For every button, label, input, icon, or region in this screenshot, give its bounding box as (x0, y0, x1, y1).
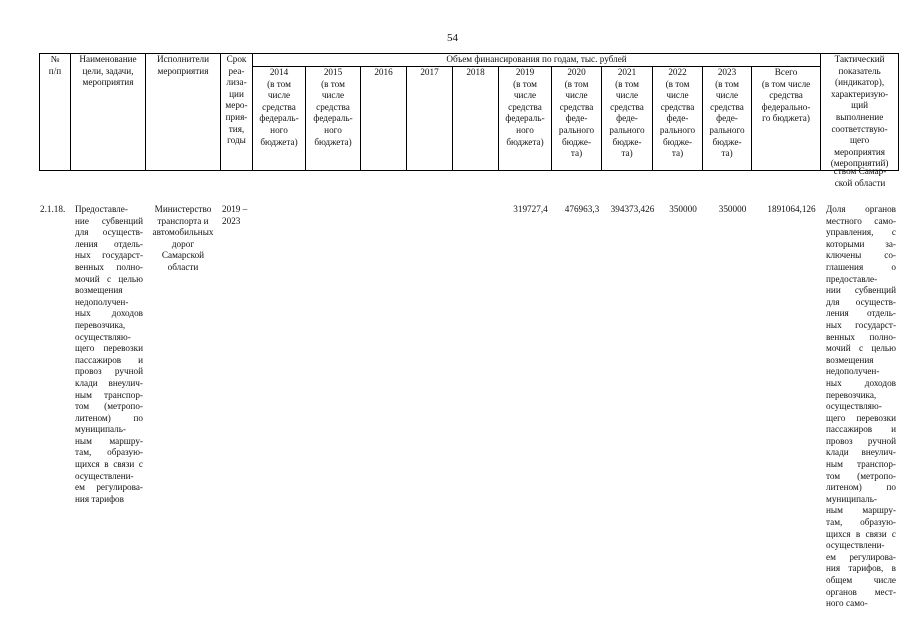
text-line: мочий с целью (75, 273, 143, 284)
header-year-2019 (499, 67, 552, 171)
text-line: недополучен- (826, 366, 880, 377)
year-note-line: та) (570, 148, 583, 159)
text-line: ством Самар- (833, 166, 887, 176)
text-line: ской области (834, 177, 886, 188)
text-line: средства (769, 90, 803, 101)
year-note-line: ного (516, 125, 534, 136)
text-line: Тактический (834, 54, 885, 64)
text-line: ным транспор- (75, 389, 143, 400)
text-line: ления отдель- (826, 308, 896, 319)
text-line: там, образую- (826, 517, 896, 528)
text-line: пассажиров и (75, 354, 143, 365)
year-note-line: феде- (716, 113, 738, 124)
year-label: 2020 (567, 67, 586, 78)
text-line: Всего (774, 67, 798, 78)
year-note-line: бюдже- (662, 136, 693, 147)
text-line: характеризую- (831, 88, 889, 99)
text-line: меро- (225, 100, 248, 111)
text-line: (индикатор), (835, 77, 885, 88)
value-2023: 350000 (718, 204, 747, 214)
text-line: ных доходов (826, 377, 896, 388)
year-note-line: средства (262, 101, 296, 112)
text-line: том (метропо- (75, 401, 143, 412)
year-note-line: числе (513, 90, 537, 101)
year-note-line: та) (621, 148, 633, 159)
text-line: ции (229, 88, 244, 99)
text-line: цели, задачи, (82, 65, 134, 76)
text-line: клади внеулич- (75, 377, 143, 388)
text-line: Наименование (79, 54, 137, 64)
year-label: 2022 (668, 67, 687, 78)
year-note-line: рального (659, 125, 696, 136)
text-line: муниципаль- (826, 493, 877, 504)
header-year-2020 (552, 67, 602, 171)
text-line: тия, (228, 123, 245, 134)
text-line: местного само- (826, 215, 896, 226)
value-2019: 319727,4 (513, 204, 548, 214)
text-line: предоставле- (826, 273, 878, 284)
text-line: ние субвенций (75, 215, 143, 226)
year-note-line: (в том (665, 78, 690, 89)
text-line: годы (227, 135, 246, 146)
text-line: щихся в связи с (826, 528, 896, 539)
text-line: выполнение (835, 111, 884, 122)
year-note-line: (в том (715, 78, 739, 89)
text-line: для осуществ- (826, 296, 896, 307)
text-line: мероприятия (157, 65, 209, 76)
text-line: Доля органов (826, 204, 896, 214)
year-note-line: рального (609, 125, 645, 136)
year-note-line: бюдже- (561, 136, 592, 147)
year-note-line: числе (321, 90, 345, 101)
year-note-line: средства (660, 101, 695, 112)
header-funding-title: Объем финансирования по годам, тыс. рублей (253, 54, 821, 67)
year-note-line: феде- (666, 113, 689, 124)
text-line: которыми за- (826, 238, 896, 249)
text-line: ным маршру- (75, 435, 143, 446)
text-line: ления отдель- (75, 238, 143, 249)
header-executors (146, 54, 221, 171)
text-line: ния тарифов (75, 493, 124, 504)
text-line: Срок (226, 54, 247, 64)
text-line: лиза- (226, 77, 247, 88)
text-line: литеном) по (826, 482, 896, 493)
year-note-line: бюджета) (314, 136, 352, 147)
year-note-line: средства (508, 101, 542, 112)
year-note-line: числе (715, 90, 739, 101)
text-line: осуществляю- (826, 401, 882, 412)
year-note-line: федераль- (313, 113, 353, 124)
year-note-line: числе (267, 90, 291, 101)
year-note-line: (в том (513, 78, 537, 89)
indicator-continuation (824, 166, 896, 189)
text-line: Исполнители (156, 54, 210, 64)
text-line: мероприятия (82, 77, 134, 88)
text-line: дорог (171, 238, 195, 249)
text-line: муниципаль- (75, 424, 126, 435)
text-line: Самарской (161, 250, 205, 261)
value-2022: 350000 (669, 204, 697, 214)
text-line: перевозчика, (75, 319, 126, 330)
year-note-line: (в том (267, 78, 291, 89)
year-note-line: средства (559, 101, 594, 112)
year-note-line: ного (324, 125, 342, 136)
year-note-line: ного (270, 125, 288, 136)
year-note-line: средства (610, 101, 644, 112)
row-number: 2.1.18. (40, 204, 66, 214)
value-2020: 476963,3 (564, 204, 600, 214)
text-line: недополучен- (75, 296, 129, 307)
text-line: ем регулирова- (826, 551, 896, 562)
text-line: возмещения (826, 354, 874, 365)
text-line: для осуществ- (75, 227, 143, 238)
year-note-line: бюдже- (612, 136, 642, 147)
header-year-2023 (703, 67, 752, 171)
year-label: 2017 (420, 67, 439, 78)
text-line: транспорта и (157, 215, 209, 226)
text-line: глашения о (826, 261, 896, 272)
header-year-2014 (253, 67, 306, 171)
year-note-line: средства (710, 101, 744, 112)
text-line: автомобильных (152, 227, 214, 238)
text-line: щего перевозки (75, 343, 143, 354)
text-line: ных доходов (75, 308, 143, 319)
year-note-line: федераль- (259, 113, 299, 124)
year-note-line: числе (666, 90, 689, 101)
text-line: нии субвенций (826, 285, 896, 296)
year-label: 2014 (269, 67, 289, 78)
text-line: 2023 (222, 215, 241, 226)
text-line: ного само- (826, 598, 868, 609)
text-line: соответствую- (831, 123, 888, 134)
row-indicator (826, 204, 896, 610)
text-line: Предоставле- (75, 204, 128, 214)
header-term (221, 54, 253, 171)
text-line: ным транспор- (826, 459, 896, 470)
header-year-2018 (453, 67, 499, 171)
text-line: осуществляю- (75, 331, 131, 342)
text-line: мочий с целью (826, 343, 896, 354)
text-line: п/п (48, 65, 62, 76)
text-line: том (метропо- (826, 470, 896, 481)
text-line: возмещения (75, 285, 123, 296)
text-line: ключены со- (826, 250, 896, 261)
text-line: провоз ручной (826, 435, 896, 446)
year-note-line: бюджета) (260, 136, 298, 147)
header-year-2015 (306, 67, 361, 171)
text-line: реа- (228, 65, 245, 76)
text-line: ния тарифов, в (826, 563, 896, 574)
row-executor (148, 204, 218, 274)
year-note-line: бюджета) (506, 136, 544, 147)
year-note-line: средства (316, 101, 350, 112)
text-line: органов мест- (826, 586, 896, 597)
text-line: клади внеулич- (826, 447, 896, 458)
text-line: щего перевозки (826, 412, 896, 423)
text-line: показатель (838, 65, 881, 76)
year-note-line: (в том (321, 78, 345, 89)
year-note-line: числе (615, 90, 639, 101)
text-line: федерально- (761, 101, 811, 112)
text-line: там, образую- (75, 447, 143, 458)
text-line: перевозчика, (826, 389, 877, 400)
row-activity-name (75, 204, 143, 505)
text-line: щего (849, 135, 870, 146)
text-line: щий (851, 100, 869, 111)
year-note-line: феде- (616, 113, 638, 124)
text-line: ным маршру- (826, 505, 896, 516)
text-line: венных полно- (75, 261, 143, 272)
text-line: провоз ручной (75, 366, 143, 377)
text-line: венных полно- (826, 331, 896, 342)
text-line: (мероприятий) (830, 158, 889, 169)
year-label: 2019 (515, 67, 535, 78)
year-note-line: бюдже- (712, 136, 742, 147)
year-note-line: (в том (615, 78, 639, 89)
text-line: (в том числе (761, 78, 811, 89)
text-line: ем регулирова- (75, 482, 143, 493)
text-line: литеном) по (75, 412, 143, 423)
header-total (752, 67, 821, 171)
text-line: управления, с (826, 227, 896, 238)
year-note-line: федераль- (505, 113, 545, 124)
header-table (39, 53, 899, 171)
year-note-line: феде- (565, 113, 588, 124)
text-line: ных государст- (826, 319, 896, 330)
year-label: 2016 (374, 67, 393, 78)
year-label: 2021 (617, 67, 637, 78)
text-line: общем числе (826, 575, 896, 585)
text-line: № (50, 54, 60, 64)
year-label: 2023 (717, 67, 737, 78)
year-note-line: (в том (564, 78, 589, 89)
text-line: щихся в связи с (75, 459, 143, 470)
year-note-line: рального (558, 125, 595, 136)
header-year-2017 (407, 67, 453, 171)
text-line: пассажиров и (826, 424, 896, 435)
text-line: ных государст- (75, 250, 143, 261)
year-label: 2015 (323, 67, 343, 78)
text-line: Министерство (154, 204, 212, 214)
header-year-2016 (361, 67, 407, 171)
header-no (40, 54, 71, 171)
text-line: осуществлени- (826, 540, 885, 551)
text-line: области (167, 261, 199, 272)
page-number: 54 (447, 32, 458, 44)
text-line: го бюджета) (762, 113, 810, 124)
text-line: прия- (225, 111, 248, 122)
text-line: осуществлени- (75, 470, 134, 481)
header-year-2022 (653, 67, 703, 171)
text-line: мероприятия (834, 146, 886, 157)
value-2021: 394373,426 (610, 204, 655, 214)
row-term (222, 204, 254, 227)
year-note-line: та) (721, 148, 733, 159)
header-indicator (821, 54, 899, 171)
year-note-line: числе (565, 90, 588, 101)
value-total: 1891064,126 (767, 204, 816, 214)
header-year-2021 (602, 67, 653, 171)
text-line: 2019 – (222, 204, 248, 214)
year-note-line: рального (709, 125, 745, 136)
year-note-line: та) (671, 148, 684, 159)
year-label: 2018 (466, 67, 485, 78)
header-name (71, 54, 146, 171)
